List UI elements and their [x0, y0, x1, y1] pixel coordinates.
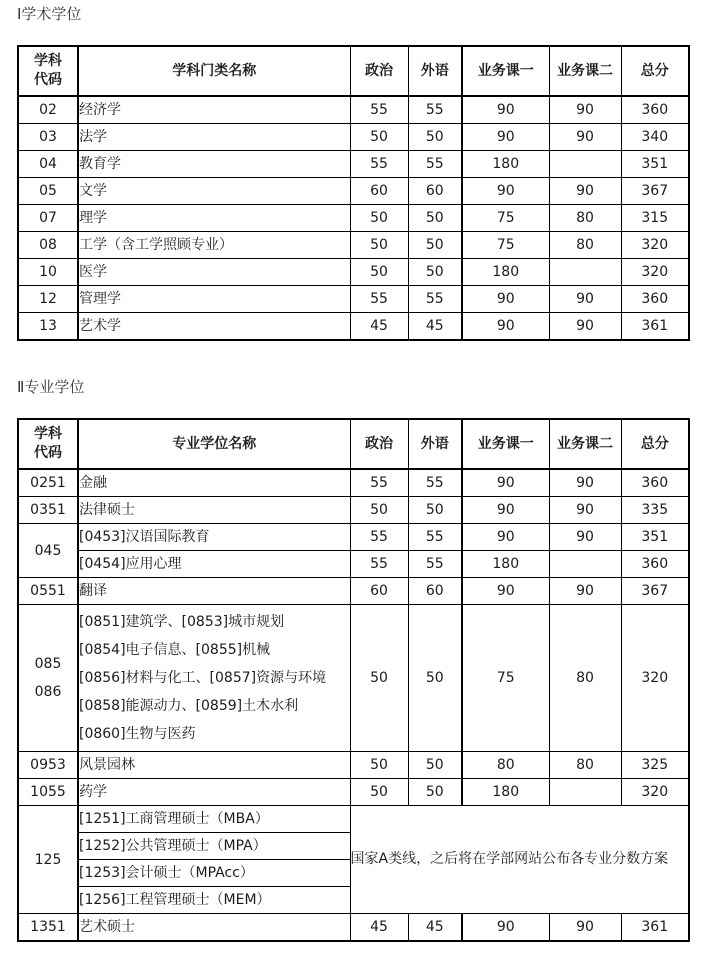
- table-row: [18, 578, 689, 605]
- cell-code: 0953: [18, 752, 78, 779]
- cell-course1: 90: [462, 524, 549, 551]
- cell-name-line: [0854]电子信息、[0855]机械: [79, 642, 271, 658]
- cell-foreign: 50: [408, 232, 462, 259]
- cell-name: [1253]会计硕士（MPAcc）: [78, 860, 350, 887]
- cell-politics: 50: [350, 259, 408, 286]
- cell-foreign: 50: [408, 205, 462, 232]
- cell-course2: 90: [549, 469, 621, 497]
- col-header-name: 学科门类名称: [78, 46, 350, 96]
- cell-name: 金融: [78, 469, 350, 497]
- cell-total: 315: [621, 205, 689, 232]
- cell-course2: 90: [549, 96, 621, 124]
- cell-course1: 90: [462, 286, 549, 313]
- scores-table-professional: [17, 418, 690, 942]
- col-header-foreign: 外语: [408, 46, 462, 96]
- cell-course2: [549, 779, 621, 806]
- col-header-course1: 业务课一: [462, 46, 549, 96]
- cell-name-line: [0856]材料与化工、[0857]资源与环境: [79, 670, 327, 686]
- table-row: [18, 469, 689, 497]
- cell-course2: 80: [549, 605, 621, 752]
- cell-code-merged: 045: [18, 524, 78, 578]
- table-row: [18, 524, 689, 551]
- cell-total: 360: [621, 96, 689, 124]
- cell-code-merged: [18, 605, 78, 752]
- cell-foreign: 60: [408, 578, 462, 605]
- cell-code: 13: [18, 313, 78, 341]
- cell-course1: 90: [462, 96, 549, 124]
- cell-code: 03: [18, 124, 78, 151]
- cell-total: 360: [621, 469, 689, 497]
- cell-total: 367: [621, 178, 689, 205]
- cell-total: 360: [621, 286, 689, 313]
- cell-foreign: 50: [408, 752, 462, 779]
- cell-politics: 55: [350, 96, 408, 124]
- cell-course2: 90: [549, 286, 621, 313]
- cell-name: 药学: [78, 779, 350, 806]
- header-row: [18, 419, 689, 469]
- cell-foreign: 50: [408, 259, 462, 286]
- cell-code: 12: [18, 286, 78, 313]
- cell-politics: 50: [350, 497, 408, 524]
- cell-course1: 90: [462, 497, 549, 524]
- cell-course2: [549, 259, 621, 286]
- cell-course2: 90: [549, 124, 621, 151]
- cell-name-line: [0860]生物与医药: [79, 726, 196, 742]
- cell-total: 361: [621, 313, 689, 341]
- col-header-politics: 政治: [350, 419, 408, 469]
- cell-total: 320: [621, 779, 689, 806]
- cell-course1: 90: [462, 313, 549, 341]
- cell-course2: [549, 151, 621, 178]
- table-row: [18, 124, 689, 151]
- cell-name: 管理学: [78, 286, 350, 313]
- cell-course2: 90: [549, 914, 621, 942]
- section-title-professional: Ⅱ专业学位: [17, 378, 85, 396]
- cell-code: 04: [18, 151, 78, 178]
- col-header-course2: 业务课二: [549, 419, 621, 469]
- cell-course2: 80: [549, 205, 621, 232]
- cell-politics: 60: [350, 178, 408, 205]
- cell-name: [1251]工商管理硕士（MBA）: [78, 806, 350, 833]
- cell-course1: 180: [462, 779, 549, 806]
- col-header-code-line2: 代码: [34, 445, 62, 461]
- cell-name: 风景园林: [78, 752, 350, 779]
- cell-name: [0454]应用心理: [78, 551, 350, 578]
- cell-code-merged: 125: [18, 806, 78, 914]
- cell-code: 08: [18, 232, 78, 259]
- cell-code: 0551: [18, 578, 78, 605]
- table-row: [18, 232, 689, 259]
- cell-code: 0251: [18, 469, 78, 497]
- col-header-code-line1: 学科: [34, 53, 62, 69]
- cell-name: 教育学: [78, 151, 350, 178]
- cell-foreign: 55: [408, 151, 462, 178]
- cell-name: [0453]汉语国际教育: [78, 524, 350, 551]
- cell-code: 1055: [18, 779, 78, 806]
- cell-course2: 90: [549, 178, 621, 205]
- cell-code: 0351: [18, 497, 78, 524]
- cell-course1: 90: [462, 914, 549, 942]
- table-row: [18, 779, 689, 806]
- cell-course2: 90: [549, 497, 621, 524]
- table-row: [18, 151, 689, 178]
- cell-foreign: 50: [408, 605, 462, 752]
- cell-code-line: 085: [34, 656, 62, 672]
- table-row: [18, 259, 689, 286]
- cell-note: 国家A类线，之后将在学部网站公布各专业分数方案: [350, 806, 689, 914]
- cell-course1: 180: [462, 151, 549, 178]
- cell-course2: 90: [549, 578, 621, 605]
- cell-politics: 45: [350, 313, 408, 341]
- cell-name: 艺术学: [78, 313, 350, 341]
- table-row: [18, 497, 689, 524]
- scores-table-academic: [17, 45, 690, 341]
- col-header-foreign: 外语: [408, 419, 462, 469]
- cell-name-line: [0851]建筑学、[0853]城市规划: [79, 614, 285, 630]
- table-row-management-group: [18, 806, 689, 833]
- col-header-name: 专业学位名称: [78, 419, 350, 469]
- cell-foreign: 50: [408, 124, 462, 151]
- table-row-engineering-group: [18, 605, 689, 752]
- cell-politics: 55: [350, 151, 408, 178]
- cell-foreign: 55: [408, 469, 462, 497]
- cell-name: 翻译: [78, 578, 350, 605]
- cell-politics: 60: [350, 578, 408, 605]
- cell-foreign: 60: [408, 178, 462, 205]
- cell-politics: 55: [350, 286, 408, 313]
- table-row: [18, 96, 689, 124]
- cell-course1: 75: [462, 205, 549, 232]
- cell-total: 360: [621, 551, 689, 578]
- col-header-course1: 业务课一: [462, 419, 549, 469]
- cell-total: 320: [621, 232, 689, 259]
- cell-politics: 50: [350, 124, 408, 151]
- cell-course1: 75: [462, 605, 549, 752]
- cell-total: 320: [621, 605, 689, 752]
- table-row: [18, 313, 689, 341]
- cell-total: 351: [621, 524, 689, 551]
- col-header-code-line1: 学科: [34, 426, 62, 442]
- cell-code: 10: [18, 259, 78, 286]
- cell-foreign: 50: [408, 497, 462, 524]
- table-row: [18, 551, 689, 578]
- cell-course1: 90: [462, 178, 549, 205]
- col-header-code-line2: 代码: [34, 72, 62, 88]
- cell-politics: 50: [350, 605, 408, 752]
- cell-course2: [549, 551, 621, 578]
- section-title-academic: Ⅰ学术学位: [17, 5, 82, 23]
- cell-course1: 180: [462, 259, 549, 286]
- cell-course1: 90: [462, 578, 549, 605]
- cell-name-line: [0858]能源动力、[0859]土木水利: [79, 698, 299, 714]
- cell-name: 艺术硕士: [78, 914, 350, 942]
- table-row: [18, 286, 689, 313]
- cell-total: 351: [621, 151, 689, 178]
- cell-foreign: 55: [408, 551, 462, 578]
- cell-name: [1252]公共管理硕士（MPA）: [78, 833, 350, 860]
- cell-name: 医学: [78, 259, 350, 286]
- cell-course1: 75: [462, 232, 549, 259]
- cell-code: 1351: [18, 914, 78, 942]
- col-header-code: [18, 419, 78, 469]
- cell-total: 325: [621, 752, 689, 779]
- cell-name: 文学: [78, 178, 350, 205]
- cell-total: 367: [621, 578, 689, 605]
- cell-course1: 90: [462, 469, 549, 497]
- cell-name: 法律硕士: [78, 497, 350, 524]
- cell-politics: 50: [350, 205, 408, 232]
- cell-course2: 80: [549, 752, 621, 779]
- cell-course1: 90: [462, 124, 549, 151]
- cell-code: 05: [18, 178, 78, 205]
- cell-course2: 80: [549, 232, 621, 259]
- cell-code-line: 086: [34, 684, 62, 700]
- cell-foreign: 45: [408, 313, 462, 341]
- table-row: [18, 205, 689, 232]
- cell-total: 361: [621, 914, 689, 942]
- cell-code: 07: [18, 205, 78, 232]
- cell-course1: 180: [462, 551, 549, 578]
- cell-total: 320: [621, 259, 689, 286]
- cell-politics: 50: [350, 232, 408, 259]
- header-row: [18, 46, 689, 96]
- col-header-politics: 政治: [350, 46, 408, 96]
- cell-politics: 50: [350, 779, 408, 806]
- cell-foreign: 50: [408, 779, 462, 806]
- cell-foreign: 55: [408, 524, 462, 551]
- table-row: [18, 752, 689, 779]
- cell-total: 340: [621, 124, 689, 151]
- cell-foreign: 55: [408, 96, 462, 124]
- cell-name: [1256]工程管理硕士（MEM）: [78, 887, 350, 914]
- col-header-course2: 业务课二: [549, 46, 621, 96]
- cell-politics: 45: [350, 914, 408, 942]
- cell-course2: 90: [549, 524, 621, 551]
- table-row: [18, 914, 689, 942]
- cell-total: 335: [621, 497, 689, 524]
- cell-name-multiline: [78, 605, 350, 752]
- cell-politics: 55: [350, 524, 408, 551]
- cell-foreign: 45: [408, 914, 462, 942]
- col-header-total: 总分: [621, 419, 689, 469]
- col-header-total: 总分: [621, 46, 689, 96]
- cell-name: 理学: [78, 205, 350, 232]
- cell-course2: 90: [549, 313, 621, 341]
- cell-name: 法学: [78, 124, 350, 151]
- cell-code: 02: [18, 96, 78, 124]
- cell-name: 经济学: [78, 96, 350, 124]
- cell-name: 工学（含工学照顾专业）: [78, 232, 350, 259]
- col-header-code: [18, 46, 78, 96]
- cell-politics: 55: [350, 469, 408, 497]
- cell-politics: 50: [350, 752, 408, 779]
- cell-foreign: 55: [408, 286, 462, 313]
- table-row: [18, 178, 689, 205]
- cell-politics: 55: [350, 551, 408, 578]
- cell-course1: 80: [462, 752, 549, 779]
